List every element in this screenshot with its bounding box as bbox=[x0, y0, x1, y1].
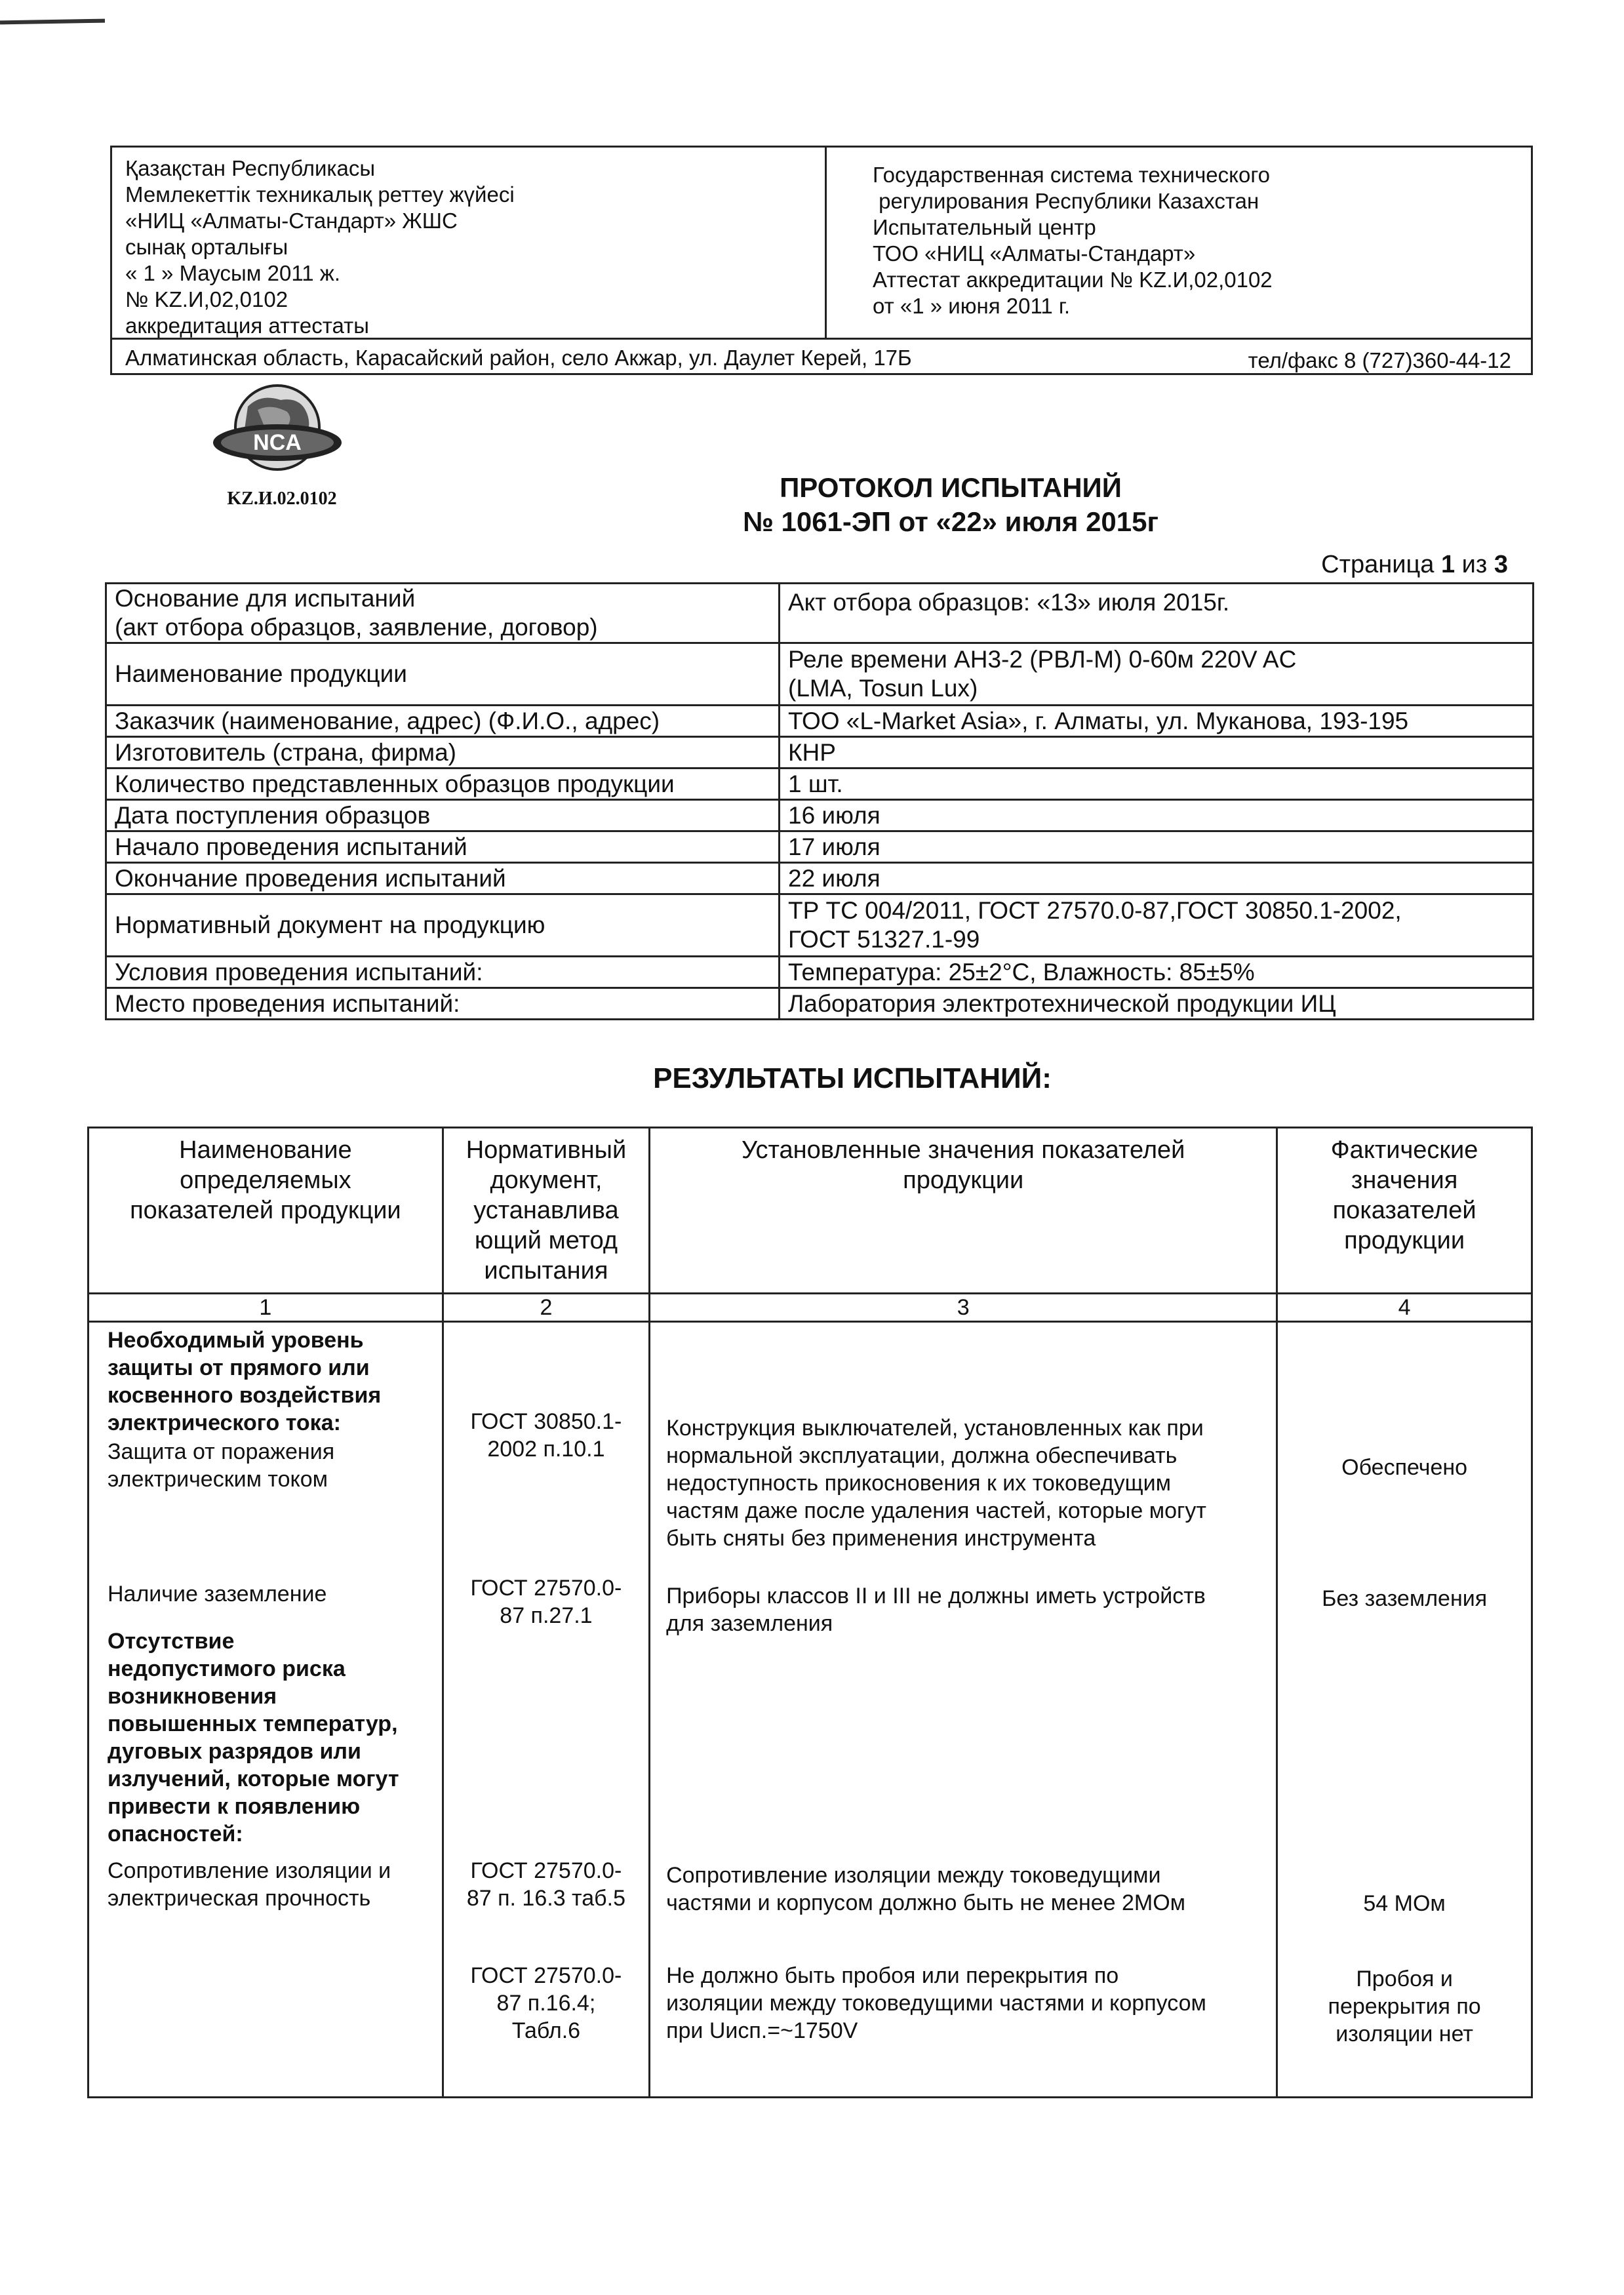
info-value: Реле времени АН3-2 (РВЛ-М) 0-60м 220V AC (LMA, Tosun Lux) bbox=[780, 643, 1534, 706]
info-value: КНР bbox=[780, 737, 1534, 768]
info-label: Условия проведения испытаний: bbox=[106, 957, 780, 988]
actual-value: Без заземления bbox=[1322, 1586, 1488, 1611]
method-reference: ГОСТ 30850.1- 2002 п.10.1 bbox=[470, 1409, 622, 1462]
test-info-table bbox=[105, 582, 1534, 1020]
info-row bbox=[106, 737, 1534, 768]
address-text: Алматинская область, Карасайский район, село Акжар, ул. Даулет Керей, 17Б bbox=[125, 346, 912, 370]
actual-value: Обеспечено bbox=[1341, 1455, 1468, 1480]
header-left-line: аккредитация аттестаты bbox=[125, 313, 369, 338]
header-left-line: Мемлекеттік техникалық реттеу жүйесі bbox=[125, 182, 515, 207]
column-number: 2 bbox=[443, 1294, 649, 1322]
column-number: 3 bbox=[650, 1294, 1277, 1322]
header-right-line: Аттестат аккредитации № KZ.И,02,0102 bbox=[873, 268, 1273, 292]
page-indicator bbox=[1246, 551, 1508, 579]
header-right-line: Испытательный центр bbox=[873, 215, 1096, 239]
col-header-indicator: Наименование определяемых показателей продукции bbox=[89, 1128, 443, 1294]
column-number: 1 bbox=[89, 1294, 443, 1322]
header-russian-block bbox=[827, 148, 1533, 338]
scan-artifact-mark bbox=[0, 19, 105, 25]
nca-logo-icon bbox=[208, 380, 346, 485]
required-value-text: Сопротивление изоляции между токоведущими частями и корпусом должно быть не менее 2МОм bbox=[666, 1863, 1186, 1915]
method-reference: ГОСТ 27570.0- 87 п.16.4; Табл.6 bbox=[470, 1963, 622, 2043]
info-value: Акт отбора образцов: «13» июля 2015г. bbox=[780, 584, 1534, 643]
required-value-text: Конструкция выключателей, установленных как при нормальной эксплуатации, должна обеспечивать недоступность прикосновения к их токоведущим частям даже после удаления частей, которые могут быть сняты без применения инструмента bbox=[666, 1416, 1206, 1551]
info-label: Изготовитель (страна, фирма) bbox=[106, 737, 780, 768]
info-row bbox=[106, 584, 1534, 643]
info-row bbox=[106, 988, 1534, 1020]
indicator-cell bbox=[89, 1322, 443, 2098]
info-value: ТОО «L-Market Asia», г. Алматы, ул. Муканова, 193-195 bbox=[780, 706, 1534, 737]
info-value: Температура: 25±2°С, Влажность: 85±5% bbox=[780, 957, 1534, 988]
phone-fax: тел/факс 8 (727)360-44-12 bbox=[1248, 348, 1511, 372]
header-right-line: регулирования Республики Казахстан bbox=[873, 189, 1259, 213]
info-label: Окончание проведения испытаний bbox=[106, 863, 780, 894]
indicator-name: Защита от поражения электрическим током bbox=[108, 1439, 335, 1492]
info-label: Наименование продукции bbox=[106, 643, 780, 706]
info-row bbox=[106, 706, 1534, 737]
col-header-actual-values: Фактические значения показателей продукции bbox=[1277, 1128, 1532, 1294]
header-left-line: № KZ.И,02,0102 bbox=[125, 287, 288, 311]
info-row bbox=[106, 957, 1534, 988]
page-middle: из bbox=[1455, 551, 1494, 578]
info-label: Дата поступления образцов bbox=[106, 800, 780, 831]
info-row bbox=[106, 831, 1534, 863]
info-label: Место проведения испытаний: bbox=[106, 988, 780, 1020]
info-row bbox=[106, 863, 1534, 894]
info-value: 1 шт. bbox=[780, 768, 1534, 800]
info-value: 22 июля bbox=[780, 863, 1534, 894]
column-number-row bbox=[89, 1294, 1532, 1322]
header-kazakh-block bbox=[112, 148, 827, 338]
info-label: Количество представленных образцов продукции bbox=[106, 768, 780, 800]
required-value-text: Не должно быть пробоя или перекрытия по изоляции между токоведущими частями и корпусом при Uисп.=~1750V bbox=[666, 1963, 1206, 2043]
actual-values-cell bbox=[1277, 1322, 1532, 2098]
protocol-title: ПРОТОКОЛ ИСПЫТАНИЙ bbox=[780, 472, 1122, 503]
info-label: Основание для испытаний (акт отбора образцов, заявление, договор) bbox=[106, 584, 780, 643]
header-left-line: сынақ орталығы bbox=[125, 235, 288, 259]
info-value: 17 июля bbox=[780, 831, 1534, 863]
info-value: Лаборатория электротехнической продукции ИЦ bbox=[780, 988, 1534, 1020]
results-heading: РЕЗУЛЬТАТЫ ИСПЫТАНИЙ: bbox=[653, 1062, 1052, 1094]
indicator-name: Наличие заземление bbox=[108, 1582, 327, 1606]
column-number: 4 bbox=[1277, 1294, 1532, 1322]
header-address-row bbox=[112, 338, 1531, 375]
results-header-row bbox=[89, 1128, 1532, 1294]
header-left-line: « 1 » Маусым 2011 ж. bbox=[125, 261, 340, 285]
info-label: Заказчик (наименование, адрес) (Ф.И.О., адрес) bbox=[106, 706, 780, 737]
info-label: Начало проведения испытаний bbox=[106, 831, 780, 863]
header-right-line: Государственная система технического bbox=[873, 163, 1270, 187]
required-values-cell bbox=[650, 1322, 1277, 2098]
method-reference: ГОСТ 27570.0- 87 п.27.1 bbox=[470, 1576, 622, 1628]
test-results-table bbox=[87, 1127, 1533, 2098]
header-right-line: ТОО «НИЦ «Алматы-Стандарт» bbox=[873, 241, 1196, 266]
requirement-heading: Отсутствие недопустимого риска возникновения повышенных температур, дуговых разрядов или излучений, которые могут привести к появлению опасностей: bbox=[108, 1629, 399, 1846]
svg-text:NCA: NCA bbox=[253, 430, 302, 455]
col-header-method: Нормативный документ, устанавлива ющий метод испытания bbox=[443, 1128, 649, 1294]
info-label: Нормативный документ на продукцию bbox=[106, 894, 780, 957]
actual-value: 54 МОм bbox=[1363, 1891, 1446, 1916]
info-row bbox=[106, 643, 1534, 706]
info-row bbox=[106, 768, 1534, 800]
info-value: 16 июля bbox=[780, 800, 1534, 831]
method-cell bbox=[443, 1322, 649, 2098]
page-current: 1 bbox=[1440, 551, 1456, 578]
header-right-line: от «1 » июня 2011 г. bbox=[873, 294, 1071, 318]
header-left-line: Қазақстан Республикасы bbox=[125, 156, 376, 180]
info-row bbox=[106, 894, 1534, 957]
header-left-line: «НИЦ «Алматы-Стандарт» ЖШС bbox=[125, 209, 458, 233]
col-header-required-values: Установленные значения показателей продукции bbox=[650, 1128, 1277, 1294]
page-total: 3 bbox=[1494, 551, 1508, 578]
accreditation-code: KZ.И.02.0102 bbox=[227, 489, 337, 509]
protocol-number: № 1061-ЭП от «22» июля 2015г bbox=[742, 506, 1159, 537]
actual-value: Пробоя и перекрытия по изоляции нет bbox=[1328, 1966, 1481, 2046]
method-reference: ГОСТ 27570.0- 87 п. 16.3 таб.5 bbox=[466, 1858, 625, 1911]
info-row bbox=[106, 800, 1534, 831]
results-body-row bbox=[89, 1322, 1532, 2098]
info-value: ТР ТС 004/2011, ГОСТ 27570.0-87,ГОСТ 30850.1-2002, ГОСТ 51327.1-99 bbox=[780, 894, 1534, 957]
organization-header bbox=[110, 146, 1533, 375]
indicator-name: Сопротивление изоляции и электрическая прочность bbox=[108, 1858, 391, 1911]
requirement-heading: Необходимый уровень защиты от прямого или косвенного воздействия электрического тока: bbox=[108, 1328, 382, 1435]
required-value-text: Приборы классов II и III не должны иметь устройств для заземления bbox=[666, 1584, 1206, 1636]
page-prefix: Страница bbox=[1321, 551, 1441, 578]
